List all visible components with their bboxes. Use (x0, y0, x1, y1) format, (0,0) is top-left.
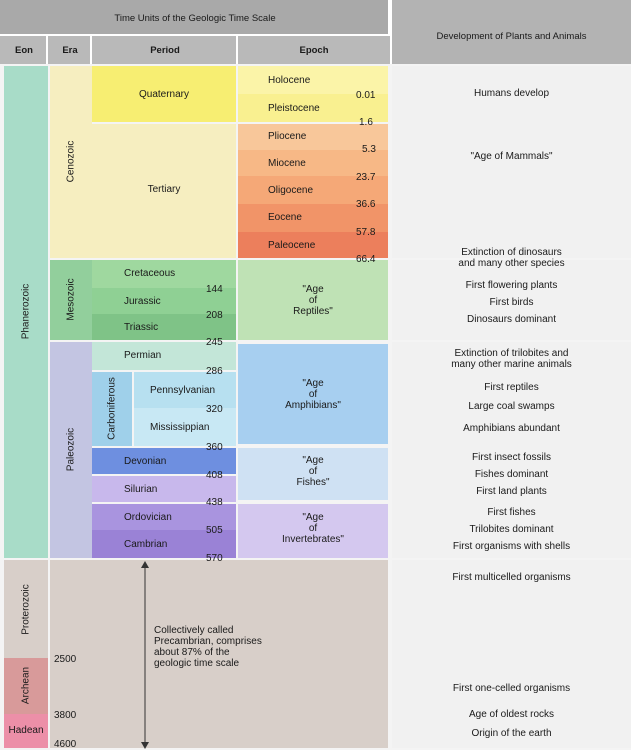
age-438: 438 (206, 497, 223, 508)
precambrian-arrow (138, 560, 152, 750)
age-360: 360 (206, 442, 223, 453)
period-carboniferous-label: Carboniferous (106, 377, 118, 440)
age-of-amphibians-l2: of (308, 389, 318, 400)
event-oldest-rocks: Age of oldest rocks (468, 709, 555, 720)
event-dinosaurs: Dinosaurs dominant (467, 314, 556, 325)
age-208: 208 (206, 310, 223, 321)
age-2500: 2500 (54, 654, 77, 665)
event-reptiles: First reptiles (484, 382, 539, 393)
eon-hadean-label: Hadean (8, 725, 44, 736)
age-36-6: 36.6 (356, 199, 376, 210)
age-0-01: 0.01 (356, 90, 376, 101)
age-286: 286 (206, 366, 223, 377)
precambrian-note-l3: about 87% of the (154, 647, 230, 658)
event-dino-ext-l1: Extinction of dinosaurs (461, 247, 562, 258)
epoch-eocene-label: Eocene (268, 212, 302, 223)
event-origin: Origin of the earth (471, 728, 552, 739)
age-66-4: 66.4 (356, 254, 376, 265)
event-flowering: First flowering plants (465, 280, 558, 291)
precambrian-note-l4: geologic time scale (154, 658, 240, 669)
event-humans: Humans develop (473, 88, 550, 99)
period-cambrian-label: Cambrian (124, 539, 168, 550)
age-5-3: 5.3 (362, 144, 376, 155)
event-trilo-ext-l2: many other marine animals (451, 359, 572, 370)
age-144: 144 (206, 284, 223, 295)
age-4600: 4600 (54, 739, 77, 750)
period-cretaceous-label: Cretaceous (124, 268, 176, 279)
epoch-miocene-label: Miocene (268, 158, 306, 169)
event-birds: First birds (489, 297, 534, 308)
eon-proterozoic-label: Proterozoic (20, 584, 32, 635)
age-505: 505 (206, 525, 223, 536)
age-245: 245 (206, 337, 223, 348)
age-of-fishes-l3: Fishes" (296, 477, 330, 488)
event-onecelled: First one-celled organisms (452, 683, 571, 694)
period-silurian-label: Silurian (124, 484, 158, 495)
event-fishes-dominant: Fishes dominant (474, 469, 549, 480)
eon-archean-label: Archean (20, 666, 32, 705)
age-of-amphibians-l3: Amphibians" (285, 400, 341, 411)
event-first-fishes: First fishes (487, 507, 536, 518)
era-paleozoic-label: Paleozoic (65, 427, 77, 472)
age-57-8: 57.8 (356, 227, 376, 238)
event-insects: First insect fossils (472, 452, 551, 463)
age-of-invertebrates-l3: Invertebrates" (282, 534, 344, 545)
age-of-reptiles-l1: "Age (302, 284, 324, 295)
header-eon-label: Eon (15, 45, 33, 56)
age-570: 570 (206, 553, 223, 564)
period-mississippian-label: Mississippian (150, 422, 210, 433)
header-right-title: Development of Plants and Animals (436, 31, 587, 42)
age-of-reptiles-l3: Reptiles" (293, 306, 333, 317)
period-quaternary-label: Quaternary (138, 89, 190, 100)
event-trilobites: Trilobites dominant (469, 524, 554, 535)
age-of-reptiles-l2: of (308, 295, 318, 306)
event-coal: Large coal swamps (468, 401, 555, 412)
event-multicelled: First multicelled organisms (452, 572, 571, 583)
era-mesozoic-label: Mesozoic (65, 278, 77, 321)
event-dino-ext-l2: and many other species (458, 258, 565, 269)
event-shells: First organisms with shells (452, 541, 571, 552)
age-of-invertebrates-l2: of (308, 523, 318, 534)
period-triassic-label: Triassic (124, 322, 159, 333)
event-land-plants: First land plants (476, 486, 547, 497)
header-epoch-label: Epoch (299, 45, 329, 56)
precambrian-note-l2: Precambrian, comprises (154, 636, 262, 647)
epoch-pliocene-label: Pliocene (268, 131, 307, 142)
event-mammals: "Age of Mammals" (470, 151, 553, 162)
era-cenozoic-label: Cenozoic (65, 140, 77, 183)
header-era-label: Era (62, 45, 78, 56)
period-jurassic-label: Jurassic (124, 296, 161, 307)
event-trilo-ext-l1: Extinction of trilobites and (454, 348, 569, 359)
period-permian-label: Permian (124, 350, 162, 361)
age-320: 320 (206, 404, 223, 415)
age-of-fishes-l2: of (308, 466, 318, 477)
age-23-7: 23.7 (356, 172, 376, 183)
event-amphibians: Amphibians abundant (463, 423, 560, 434)
precambrian-note-l1: Collectively called (154, 625, 234, 636)
eon-phanerozoic-label: Phanerozoic (20, 283, 32, 340)
epoch-pleistocene-label: Pleistocene (268, 103, 320, 114)
age-of-amphibians-l1: "Age (302, 378, 324, 389)
period-ordovician-label: Ordovician (124, 512, 172, 523)
epoch-paleocene-label: Paleocene (268, 240, 316, 251)
epoch-holocene-label: Holocene (268, 75, 311, 86)
age-of-fishes-l1: "Age (302, 455, 324, 466)
age-408: 408 (206, 470, 223, 481)
epoch-oligocene-label: Oligocene (268, 185, 314, 196)
period-pennsylvanian-label: Pennsylvanian (150, 385, 216, 396)
header-period-label: Period (150, 45, 180, 56)
period-devonian-label: Devonian (124, 456, 167, 467)
header-top-title: Time Units of the Geologic Time Scale (114, 13, 276, 24)
age-of-invertebrates-l1: "Age (302, 512, 324, 523)
period-tertiary-label: Tertiary (147, 184, 181, 195)
age-1-6: 1.6 (359, 117, 373, 128)
age-3800: 3800 (54, 710, 77, 721)
